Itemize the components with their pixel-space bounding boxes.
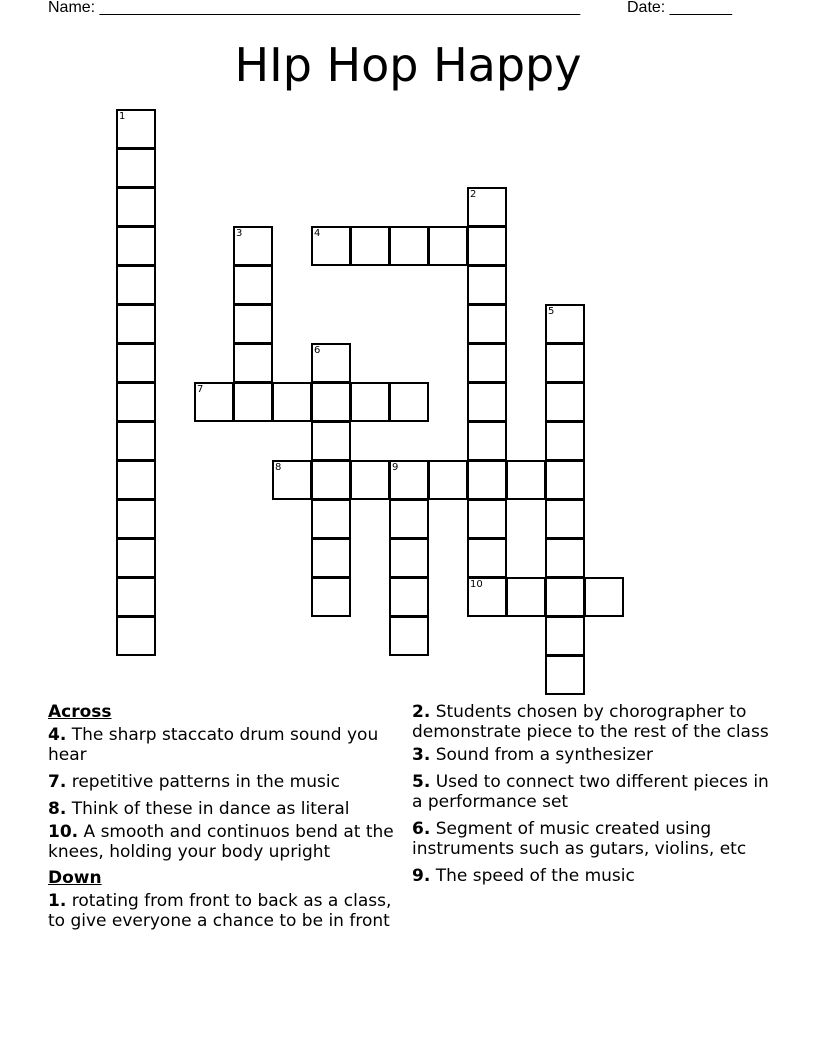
grid-cell[interactable]: [350, 460, 390, 500]
grid-cell[interactable]: [116, 304, 156, 344]
grid-cell[interactable]: [428, 460, 468, 500]
grid-cell[interactable]: [116, 187, 156, 227]
cell-number: 5: [548, 306, 555, 317]
grid-cell[interactable]: [311, 460, 351, 500]
grid-cell[interactable]: [116, 421, 156, 461]
grid-cell[interactable]: [311, 421, 351, 461]
grid-cell[interactable]: [545, 616, 585, 656]
grid-cell[interactable]: [116, 499, 156, 539]
cell-number: 10: [470, 579, 483, 590]
grid-cell[interactable]: [467, 187, 507, 227]
clue-text: Think of these in dance as literal: [71, 799, 350, 819]
grid-cell[interactable]: [389, 577, 429, 617]
grid-cell[interactable]: [233, 343, 273, 383]
grid-cell[interactable]: [311, 499, 351, 539]
grid-cell[interactable]: [350, 226, 390, 266]
grid-cell[interactable]: [428, 226, 468, 266]
cell-number: 3: [236, 228, 243, 239]
clue-number: 4.: [48, 725, 67, 745]
clue-number: 5.: [412, 772, 431, 792]
cell-number: 9: [392, 462, 399, 473]
clue-text: Students chosen by chorographer to demonstrate piece to the rest of the class: [412, 702, 769, 742]
clue-text: Used to connect two different pieces in a performance set: [412, 772, 769, 812]
clue-down-9: [412, 866, 782, 886]
name-field-label: Name: ______________________________________________________: [48, 0, 581, 16]
grid-cell[interactable]: [311, 538, 351, 578]
clue-number: 9.: [412, 866, 431, 886]
grid-cell[interactable]: [389, 382, 429, 422]
clues-left-column: [48, 702, 403, 938]
clue-down-5: [412, 772, 782, 812]
grid-cell[interactable]: [311, 577, 351, 617]
grid-cell[interactable]: [467, 382, 507, 422]
grid-cell[interactable]: [233, 226, 273, 266]
grid-cell[interactable]: [116, 148, 156, 188]
grid-cell[interactable]: [116, 616, 156, 656]
date-field-label: Date: _______: [627, 0, 732, 16]
grid-cell[interactable]: [116, 226, 156, 266]
grid-cell[interactable]: [116, 577, 156, 617]
grid-cell[interactable]: [116, 343, 156, 383]
grid-cell[interactable]: [467, 538, 507, 578]
clue-text: The sharp staccato drum sound you hear: [48, 725, 379, 765]
grid-cell[interactable]: [389, 226, 429, 266]
clue-number: 7.: [48, 772, 67, 792]
grid-cell[interactable]: [506, 460, 546, 500]
grid-cell[interactable]: [545, 499, 585, 539]
grid-cell[interactable]: [545, 460, 585, 500]
clue-across-10: [48, 822, 403, 862]
clue-down-2: [412, 702, 782, 742]
cell-number: 2: [470, 189, 477, 200]
cell-number: 6: [314, 345, 321, 356]
grid-cell[interactable]: [545, 538, 585, 578]
grid-cell[interactable]: [116, 265, 156, 305]
clue-across-8: [48, 799, 403, 819]
grid-cell[interactable]: [467, 460, 507, 500]
grid-cell[interactable]: [389, 460, 429, 500]
clue-number: 3.: [412, 745, 431, 765]
cell-number: 4: [314, 228, 321, 239]
clue-across-7: [48, 772, 403, 792]
grid-cell[interactable]: [233, 265, 273, 305]
grid-cell[interactable]: [116, 109, 156, 149]
grid-cell[interactable]: [467, 265, 507, 305]
grid-cell[interactable]: [389, 499, 429, 539]
clue-text: Segment of music created using instruments such as gutars, violins, etc: [412, 819, 747, 859]
clue-number: 2.: [412, 702, 431, 722]
clue-text: A smooth and continuos bend at the knees, holding your body upright: [48, 822, 394, 862]
cell-number: 8: [275, 462, 282, 473]
clue-text: Sound from a synthesizer: [435, 745, 653, 765]
grid-cell[interactable]: [467, 499, 507, 539]
grid-cell[interactable]: [233, 382, 273, 422]
grid-cell[interactable]: [545, 304, 585, 344]
cell-number: 1: [119, 111, 126, 122]
grid-cell[interactable]: [116, 382, 156, 422]
grid-cell[interactable]: [233, 304, 273, 344]
grid-cell[interactable]: [116, 460, 156, 500]
down-heading: Down: [48, 868, 102, 888]
grid-cell[interactable]: [467, 577, 507, 617]
grid-cell[interactable]: [272, 382, 312, 422]
grid-cell[interactable]: [506, 577, 546, 617]
puzzle-title: HIp Hop Happy: [234, 38, 582, 92]
cell-number: 7: [197, 384, 204, 395]
grid-cell[interactable]: [116, 538, 156, 578]
grid-cell[interactable]: [467, 226, 507, 266]
clue-text: rotating from front to back as a class, to give everyone a chance to be in front: [48, 891, 392, 931]
clues-right-column: [412, 702, 782, 893]
grid-cell[interactable]: [272, 460, 312, 500]
clue-number: 1.: [48, 891, 67, 911]
grid-cell[interactable]: [389, 538, 429, 578]
grid-cell[interactable]: [194, 382, 234, 422]
grid-cell[interactable]: [545, 577, 585, 617]
grid-cell[interactable]: [545, 655, 585, 695]
clue-text: The speed of the music: [435, 866, 635, 886]
grid-cell[interactable]: [545, 343, 585, 383]
grid-cell[interactable]: [350, 382, 390, 422]
grid-cell[interactable]: [545, 382, 585, 422]
clue-down-6: [412, 819, 782, 859]
grid-cell[interactable]: [389, 616, 429, 656]
clue-number: 8.: [48, 799, 67, 819]
grid-cell[interactable]: [311, 382, 351, 422]
grid-cell[interactable]: [467, 343, 507, 383]
grid-cell[interactable]: [545, 421, 585, 461]
grid-cell[interactable]: [467, 421, 507, 461]
grid-cell[interactable]: [584, 577, 624, 617]
clue-text: repetitive patterns in the music: [71, 772, 340, 792]
clue-number: 10.: [48, 822, 79, 842]
grid-cell[interactable]: [311, 343, 351, 383]
clue-across-4: [48, 725, 403, 765]
clue-down-1: [48, 891, 403, 931]
grid-cell[interactable]: [467, 304, 507, 344]
grid-cell[interactable]: [311, 226, 351, 266]
across-heading: Across: [48, 702, 112, 722]
clue-number: 6.: [412, 819, 431, 839]
clue-down-3: [412, 745, 782, 765]
